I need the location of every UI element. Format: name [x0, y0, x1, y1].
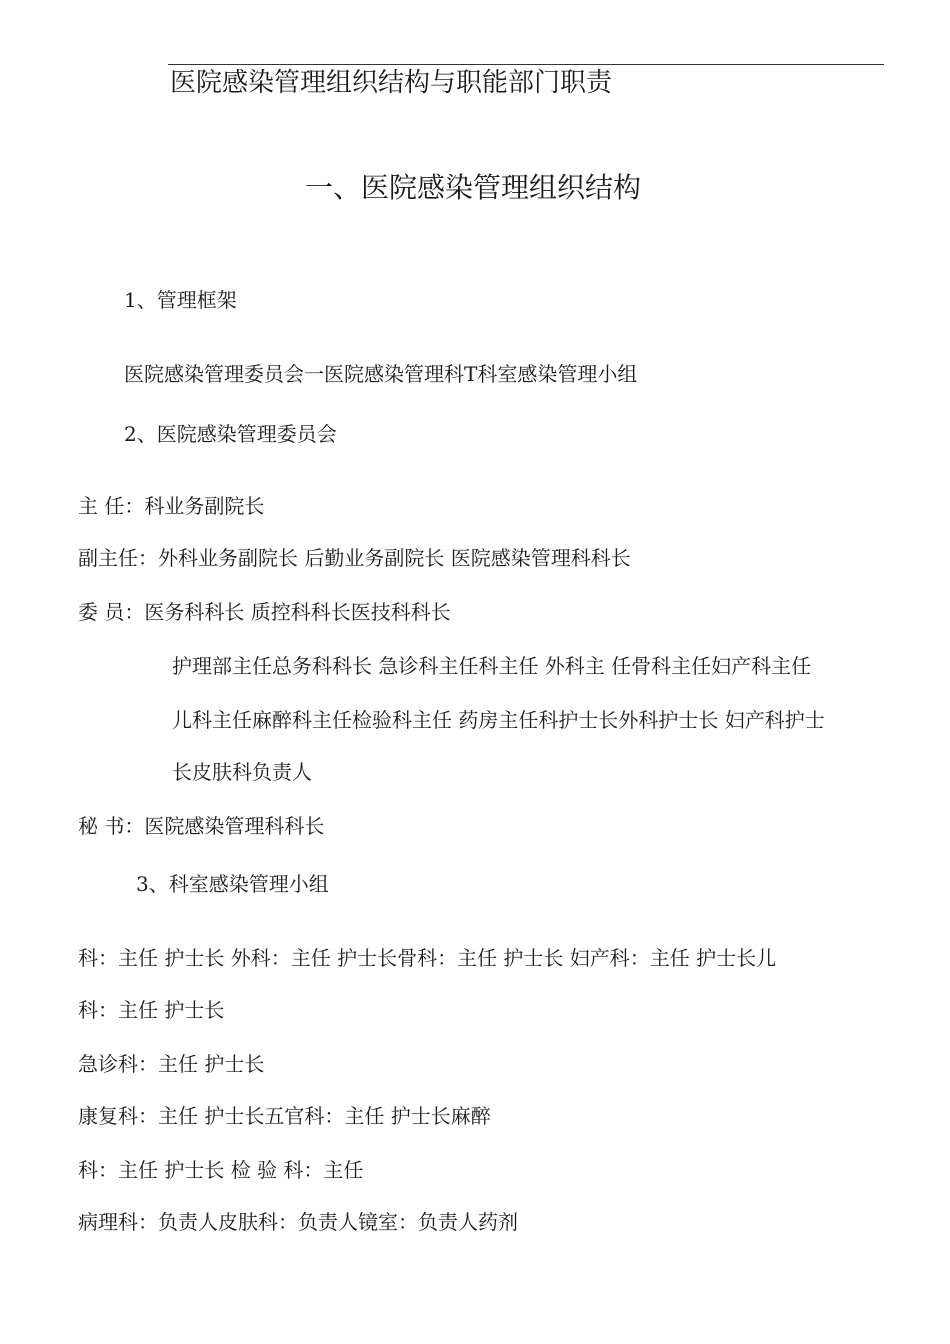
header-rule	[168, 64, 884, 65]
dept-group-line: 急诊科：主任 护士长	[78, 1052, 265, 1076]
committee-members-cont: 长皮肤科负责人	[172, 760, 312, 784]
committee-heading: 2、医院感染管理委员会	[124, 422, 337, 446]
document-title: 医院感染管理组织结构与职能部门职责	[170, 68, 613, 98]
committee-deputy: 副主任：外科业务副院长 后勤业务副院长 医院感染管理科科长	[78, 546, 631, 570]
committee-secretary: 秘 书：医院感染管理科科长	[78, 814, 325, 838]
dept-group-line: 科：主任 护士长 外科：主任 护士长骨科：主任 护士长 妇产科：主任 护士长儿	[78, 946, 777, 970]
dept-group-line: 科：主任 护士长	[78, 998, 225, 1022]
committee-members-cont: 儿科主任麻醉科主任检验科主任 药房主任科护士长外科护士长 妇产科护士	[172, 708, 825, 732]
dept-group-heading: 3、科室感染管理小组	[136, 872, 329, 896]
framework-text: 医院感染管理委员会一医院感染管理科T科室感染管理小组	[124, 362, 638, 386]
committee-members: 委 员：医务科科长 质控科科长医技科科长	[78, 600, 451, 624]
committee-director: 主 任：科业务副院长	[78, 494, 265, 518]
dept-group-line: 科：主任 护士长 检 验 科：主任	[78, 1158, 364, 1182]
framework-heading: 1、管理框架	[124, 288, 237, 312]
dept-group-line: 病理科：负责人皮肤科：负责人镜室：负责人药剂	[78, 1210, 518, 1234]
committee-members-cont: 护理部主任总务科科长 急诊科主任科主任 外科主 任骨科主任妇产科主任	[172, 654, 812, 678]
section-title: 一、医院感染管理组织结构	[305, 171, 642, 204]
dept-group-line: 康复科：主任 护士长五官科：主任 护士长麻醉	[78, 1104, 491, 1128]
